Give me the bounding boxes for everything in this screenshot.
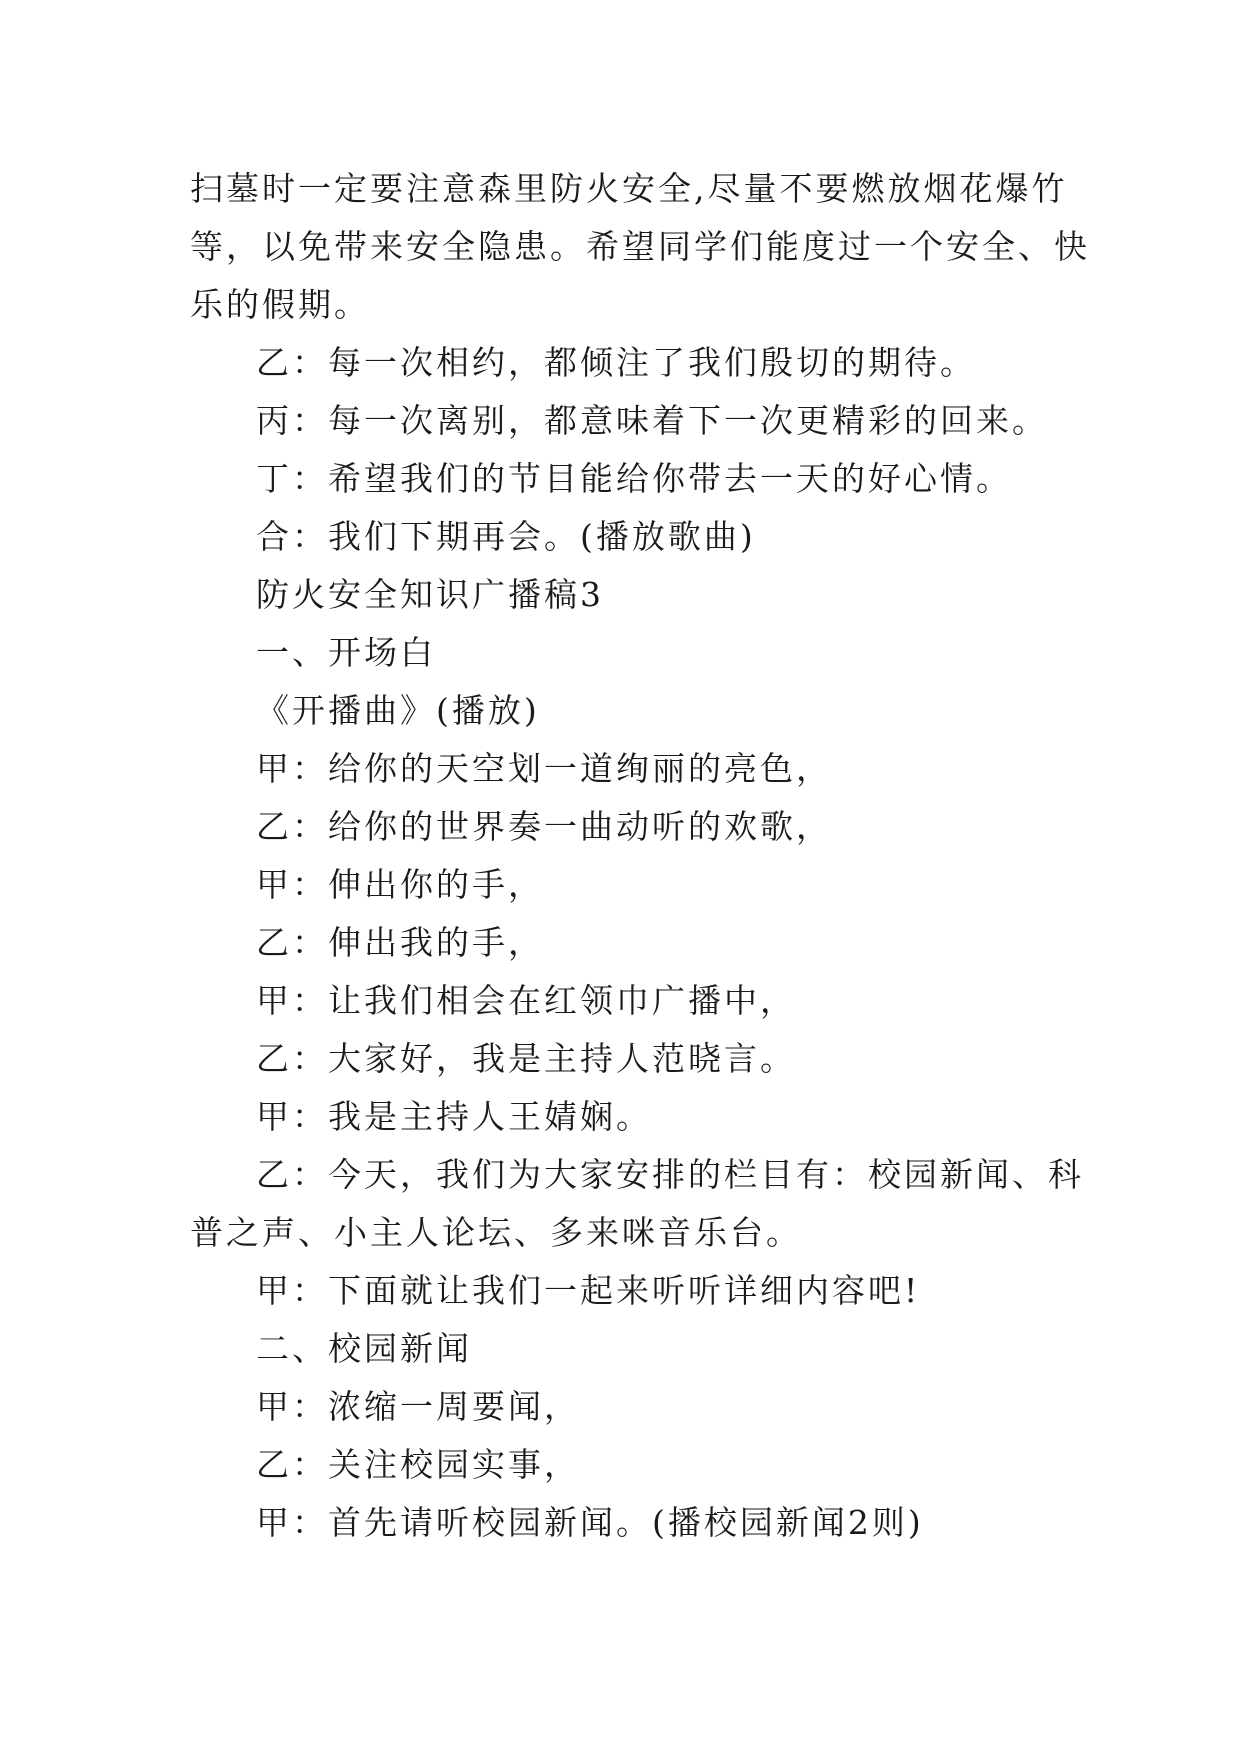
document-body: [190, 160, 1090, 1552]
paragraph: 乙：每一次相约，都倾注了我们殷切的期待。: [256, 343, 976, 382]
paragraph: 甲：让我们相会在红领巾广播中，: [256, 981, 796, 1020]
paragraph: 乙：今天，我们为大家安排的栏目有：校园新闻、科普之声、小主人论坛、多来咪音乐台。: [190, 1155, 1084, 1252]
paragraph: 扫墓时一定要注意森里防火安全,尽量不要燃放烟花爆竹等，以免带来安全隐患。希望同学们能度过一个安全、快乐的假期。: [190, 169, 1090, 324]
paragraph: 乙：伸出我的手，: [256, 923, 544, 962]
paragraph: 甲：我是主持人王婧娴。: [256, 1097, 652, 1136]
section-heading: 一、开场白: [256, 633, 436, 672]
paragraph: 乙：大家好，我是主持人范晓言。: [256, 1039, 796, 1078]
paragraph: 甲：浓缩一周要闻，: [256, 1387, 580, 1426]
paragraph: 甲：伸出你的手，: [256, 865, 544, 904]
paragraph: 丙：每一次离别，都意味着下一次更精彩的回来。: [256, 401, 1048, 440]
paragraph: 合：我们下期再会。(播放歌曲): [256, 517, 756, 556]
section-title: 防火安全知识广播稿3: [256, 575, 604, 614]
paragraph: 甲：下面就让我们一起来听听详细内容吧!: [256, 1271, 921, 1310]
paragraph: 乙：给你的世界奏一曲动听的欢歌，: [256, 807, 832, 846]
section-heading: 二、校园新闻: [256, 1329, 472, 1368]
paragraph: 《开播曲》(播放): [256, 691, 540, 730]
paragraph: 甲：给你的天空划一道绚丽的亮色，: [256, 749, 832, 788]
paragraph: 甲：首先请听校园新闻。(播校园新闻2则): [256, 1503, 924, 1542]
paragraph: 乙：关注校园实事，: [256, 1445, 580, 1484]
paragraph: 丁：希望我们的节目能给你带去一天的好心情。: [256, 459, 1012, 498]
